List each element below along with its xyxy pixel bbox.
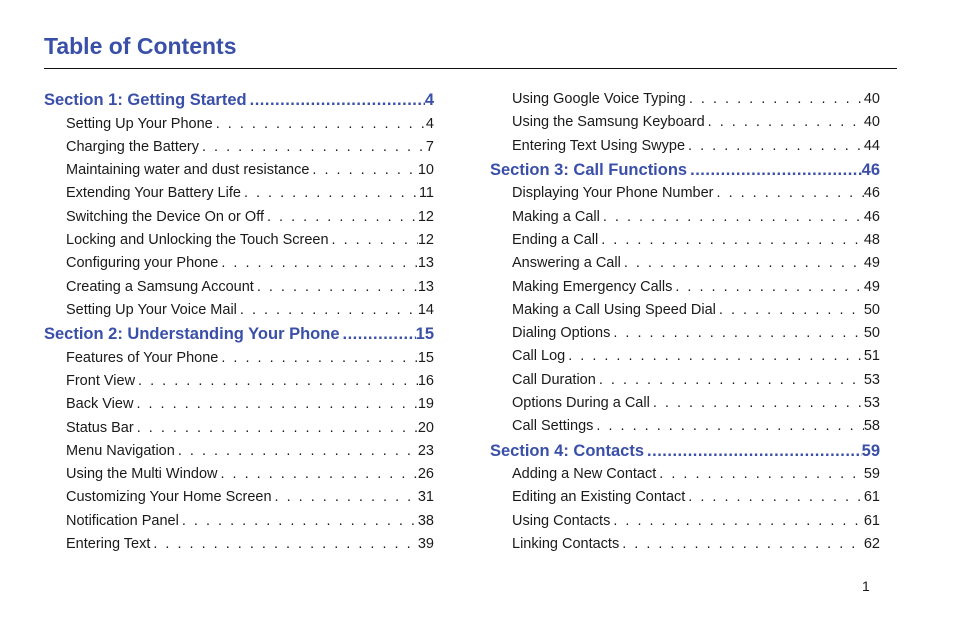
dot-leader bbox=[134, 417, 418, 440]
toc-label: Using the Samsung Keyboard bbox=[512, 114, 705, 131]
toc-label: Setting Up Your Voice Mail bbox=[66, 301, 237, 318]
toc-entry-link[interactable] bbox=[490, 322, 880, 345]
dot-leader bbox=[593, 415, 863, 438]
toc-page-number: 53 bbox=[863, 395, 880, 412]
toc-label: Ending a Call bbox=[512, 231, 599, 248]
dot-leader bbox=[672, 276, 863, 299]
toc-entry-link[interactable] bbox=[44, 486, 434, 509]
toc-label: Features of Your Phone bbox=[66, 349, 219, 366]
toc-label: Using Google Voice Typing bbox=[512, 91, 686, 107]
toc-entry-link[interactable] bbox=[490, 88, 880, 111]
toc-entry-link[interactable] bbox=[490, 510, 880, 533]
toc-label: Call Duration bbox=[512, 371, 596, 388]
toc-label: Call Settings bbox=[512, 418, 594, 435]
toc-page-number: 15 bbox=[417, 349, 434, 366]
toc-entry-link[interactable] bbox=[490, 111, 880, 134]
toc-label: Section 3: Call Functions bbox=[490, 160, 688, 179]
toc-entry-link[interactable] bbox=[44, 417, 434, 440]
toc-entry-link[interactable] bbox=[44, 393, 434, 416]
dot-leader bbox=[272, 486, 418, 509]
dot-leader bbox=[218, 252, 418, 275]
toc-entry-link[interactable] bbox=[490, 463, 880, 486]
toc-page-number: 46 bbox=[863, 208, 880, 225]
toc-label: Extending Your Battery Life bbox=[66, 185, 241, 202]
dot-leader bbox=[179, 510, 418, 533]
dot-leader bbox=[610, 322, 864, 345]
dot-leader bbox=[241, 182, 419, 205]
toc-entry-link[interactable] bbox=[490, 206, 880, 229]
dot-leader bbox=[644, 439, 862, 464]
dot-leader bbox=[135, 370, 418, 393]
dot-leader bbox=[254, 276, 418, 299]
toc-page-number: 38 bbox=[417, 512, 434, 529]
toc-page-number: 12 bbox=[417, 231, 434, 248]
dot-leader bbox=[133, 393, 417, 416]
toc-entry-link[interactable] bbox=[44, 510, 434, 533]
toc-page-number: 13 bbox=[417, 255, 434, 272]
toc-section-link[interactable] bbox=[490, 158, 880, 183]
toc-page-number: 61 bbox=[863, 489, 880, 506]
toc-label: Back View bbox=[66, 396, 134, 413]
dot-leader bbox=[685, 486, 864, 509]
toc-page-number: 13 bbox=[417, 278, 434, 295]
toc-page-number: 58 bbox=[863, 418, 880, 435]
toc-page-number: 19 bbox=[417, 396, 434, 413]
toc-page-number: 14 bbox=[417, 301, 434, 318]
toc-label: Making a Call bbox=[512, 208, 600, 225]
toc-page-number: 59 bbox=[863, 466, 880, 483]
toc-entry-link[interactable] bbox=[44, 276, 434, 299]
toc-label: Creating a Samsung Account bbox=[66, 278, 254, 295]
toc-label: Linking Contacts bbox=[512, 536, 620, 553]
toc-entry-link[interactable] bbox=[44, 182, 434, 205]
dot-leader bbox=[264, 206, 418, 229]
toc-label: Call Log bbox=[512, 348, 566, 365]
toc-label: Setting Up Your Phone bbox=[66, 115, 213, 132]
toc-label: Locking and Unlocking the Touch Screen bbox=[66, 231, 329, 248]
toc-label: Dialing Options bbox=[512, 325, 611, 342]
toc-label: Configuring your Phone bbox=[66, 255, 219, 272]
toc-page-number: 50 bbox=[863, 325, 880, 342]
toc-label: Section 4: Contacts bbox=[490, 441, 645, 460]
dot-leader bbox=[714, 182, 864, 205]
toc-entry-link[interactable] bbox=[490, 276, 880, 299]
toc-page-number: 4 bbox=[425, 115, 434, 132]
toc-right-column bbox=[490, 88, 880, 556]
toc-section-link[interactable] bbox=[490, 439, 880, 464]
dot-leader bbox=[218, 347, 417, 370]
toc-entry-link[interactable] bbox=[490, 135, 880, 158]
toc-page-number: 23 bbox=[417, 442, 434, 459]
toc-page-number: 15 bbox=[415, 325, 434, 344]
toc-label: Section 1: Getting Started bbox=[44, 91, 247, 109]
toc-entry-link[interactable] bbox=[44, 347, 434, 370]
toc-entry-link[interactable] bbox=[44, 440, 434, 463]
toc-entry-link[interactable] bbox=[490, 345, 880, 368]
dot-leader bbox=[199, 136, 426, 159]
toc-label: Editing an Existing Contact bbox=[512, 489, 686, 506]
page-number: 1 bbox=[862, 578, 870, 594]
toc-page-number: 7 bbox=[425, 138, 434, 155]
toc-label: Making Emergency Calls bbox=[512, 278, 673, 295]
toc-page-number: 12 bbox=[417, 208, 434, 225]
toc-entry-link[interactable] bbox=[44, 252, 434, 275]
toc-page-number: 51 bbox=[863, 348, 880, 365]
toc-label: Section 2: Understanding Your Phone bbox=[44, 325, 340, 344]
toc-entry-link[interactable] bbox=[44, 463, 434, 486]
toc-label: Front View bbox=[66, 372, 136, 389]
dot-leader bbox=[175, 440, 418, 463]
dot-leader bbox=[150, 533, 417, 556]
dot-leader bbox=[716, 299, 864, 322]
toc-entry-link[interactable] bbox=[490, 415, 880, 438]
dot-leader bbox=[686, 88, 864, 111]
toc-entry-link[interactable] bbox=[490, 392, 880, 415]
dot-leader bbox=[247, 88, 425, 113]
toc-entry-link[interactable] bbox=[490, 182, 880, 205]
toc-page-number: 39 bbox=[417, 536, 434, 553]
toc-label: Customizing Your Home Screen bbox=[66, 489, 272, 506]
toc-entry-link[interactable] bbox=[44, 206, 434, 229]
toc-entry-link[interactable] bbox=[44, 159, 434, 182]
toc-label: Maintaining water and dust resistance bbox=[66, 162, 310, 179]
toc-page-number: 40 bbox=[863, 114, 880, 131]
dot-leader bbox=[237, 299, 418, 322]
toc-entry-link[interactable] bbox=[490, 369, 880, 392]
toc-page-number: 48 bbox=[863, 231, 880, 248]
toc-label: Using the Multi Window bbox=[66, 466, 218, 483]
dot-leader bbox=[610, 510, 864, 533]
toc-entry-link[interactable] bbox=[490, 486, 880, 509]
toc-entry-link[interactable] bbox=[490, 229, 880, 252]
toc-page-number: 61 bbox=[863, 512, 880, 529]
toc-page-number: 10 bbox=[417, 162, 434, 179]
toc-label: Answering a Call bbox=[512, 255, 621, 272]
toc-label: Status Bar bbox=[66, 419, 134, 436]
toc-label: Adding a New Contact bbox=[512, 466, 657, 483]
toc-page-number: 46 bbox=[861, 160, 880, 179]
toc-label: Displaying Your Phone Number bbox=[512, 185, 714, 202]
toc-entry-link[interactable] bbox=[44, 370, 434, 393]
toc-page-number: 26 bbox=[417, 466, 434, 483]
toc-label: Entering Text Using Swype bbox=[512, 137, 686, 154]
dot-leader bbox=[705, 111, 864, 134]
toc-entry-link[interactable] bbox=[490, 252, 880, 275]
toc-page-number: 46 bbox=[863, 185, 880, 202]
toc-label: Using Contacts bbox=[512, 512, 611, 529]
toc-entry-link[interactable] bbox=[490, 299, 880, 322]
dot-leader bbox=[218, 463, 418, 486]
toc-label: Entering Text bbox=[66, 536, 151, 553]
toc-entry-link[interactable] bbox=[44, 533, 434, 556]
dot-leader bbox=[619, 533, 864, 556]
dot-leader bbox=[596, 369, 864, 392]
toc-section-link[interactable] bbox=[44, 322, 434, 347]
toc-section-link[interactable] bbox=[44, 88, 434, 113]
toc-left-column bbox=[44, 88, 434, 556]
toc-entry-link[interactable] bbox=[490, 533, 880, 556]
toc-label: Switching the Device On or Off bbox=[66, 208, 264, 225]
dot-leader bbox=[650, 392, 864, 415]
page-title: Table of Contents bbox=[44, 33, 237, 59]
toc-page-number: 44 bbox=[863, 137, 880, 154]
toc-label: Notification Panel bbox=[66, 512, 179, 529]
toc-page-number: 11 bbox=[418, 185, 434, 202]
dot-leader bbox=[621, 252, 864, 275]
toc-label: Menu Navigation bbox=[66, 442, 175, 459]
dot-leader bbox=[329, 229, 418, 252]
toc-page-number: 53 bbox=[863, 371, 880, 388]
toc-page-number: 16 bbox=[417, 372, 434, 389]
dot-leader bbox=[213, 113, 426, 136]
toc-entry-link[interactable] bbox=[44, 229, 434, 252]
toc-entry-link[interactable] bbox=[44, 113, 434, 136]
toc-page-number: 40 bbox=[863, 91, 880, 107]
dot-leader bbox=[598, 229, 864, 252]
toc-label: Options During a Call bbox=[512, 395, 650, 412]
toc-page-number: 49 bbox=[863, 255, 880, 272]
toc-page-number: 62 bbox=[863, 536, 880, 553]
toc-entry-link[interactable] bbox=[44, 299, 434, 322]
title-divider bbox=[44, 68, 897, 69]
dot-leader bbox=[656, 463, 864, 486]
toc-page-number: 31 bbox=[417, 489, 434, 506]
dot-leader bbox=[600, 206, 864, 229]
dot-leader bbox=[687, 158, 862, 183]
toc-page-number: 59 bbox=[861, 441, 880, 460]
toc-label: Charging the Battery bbox=[66, 138, 199, 155]
dot-leader bbox=[309, 159, 417, 182]
dot-leader bbox=[565, 345, 864, 368]
toc-page-number: 20 bbox=[417, 419, 434, 436]
toc-entry-link[interactable] bbox=[44, 136, 434, 159]
dot-leader bbox=[340, 322, 416, 347]
toc-page-number: 49 bbox=[863, 278, 880, 295]
toc-label: Making a Call Using Speed Dial bbox=[512, 301, 716, 318]
toc-page-number: 4 bbox=[424, 91, 434, 109]
dot-leader bbox=[685, 135, 864, 158]
toc-page-number: 50 bbox=[863, 301, 880, 318]
